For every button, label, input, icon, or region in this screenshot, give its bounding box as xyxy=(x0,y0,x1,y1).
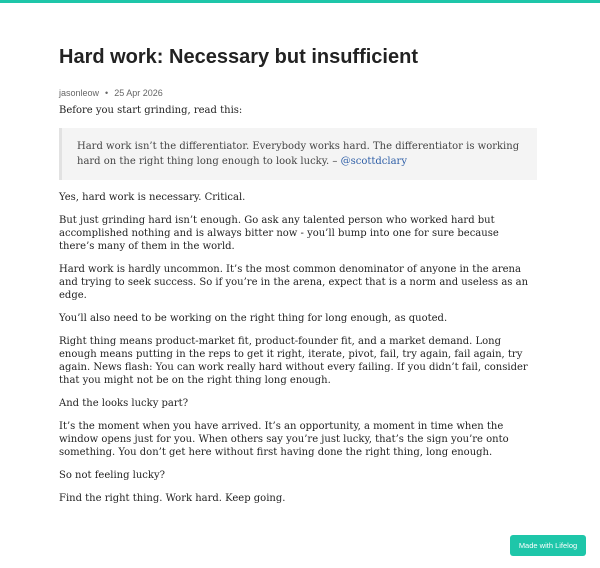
paragraph: And the looks lucky part? xyxy=(59,398,189,409)
paragraph: Right thing means product-market fit, product-founder fit, and a market demand. Long enough means putting in the reps to get it right, iterate, pivot, fail, try again, fail again, try again. News flash: You can work really hard without every failing. If you didn’t fail, consider that you might not be on the right thing long enough. xyxy=(59,336,528,386)
post-date: 25 Apr 2026 xyxy=(114,88,163,98)
post-title: Hard work: Necessary but insufficient xyxy=(59,46,418,68)
paragraph: But just grinding hard isn’t enough. Go ask any talented person who worked hard but accomplished nothing and is always bitter now - you’ll bump into one for sure because there’s many of them in the world. xyxy=(59,215,499,252)
article xyxy=(59,44,537,515)
paragraph: You’ll also need to be working on the right thing for long enough, as quoted. xyxy=(59,313,448,324)
intro-text: Before you start grinding, read this: xyxy=(59,105,243,116)
paragraph: So not feeling lucky? xyxy=(59,470,165,481)
paragraph: Yes, hard work is necessary. Critical. xyxy=(59,192,246,203)
blockquote xyxy=(59,128,537,180)
author-name[interactable]: jasonleow xyxy=(59,88,100,98)
quote-text: Hard work isn’t the differentiator. Everybody works hard. The differentiator is working hard on the right thing long enough to look lucky. – xyxy=(77,141,520,167)
quote-author-link[interactable]: @scottdclary xyxy=(340,156,407,167)
post-meta xyxy=(59,87,537,99)
made-with-lifelog-button[interactable]: Made with Lifelog xyxy=(510,535,586,556)
paragraph: It’s the moment when you have arrived. It’s an opportunity, a moment in time when the window opens just for you. When others say you’re just lucky, that’s the sign you’re onto something. You don’t get here without first having done the right thing, long enough. xyxy=(59,421,509,458)
paragraph: Find the right thing. Work hard. Keep going. xyxy=(59,493,286,504)
meta-separator: • xyxy=(105,88,109,98)
post-body xyxy=(59,191,537,505)
paragraph: Hard work is hardly uncommon. It’s the most common denominator of anyone in the arena and trying to seek success. So if you’re in the arena, expect that is a norm and useless as an edge. xyxy=(59,264,529,301)
top-accent-bar xyxy=(0,0,600,3)
